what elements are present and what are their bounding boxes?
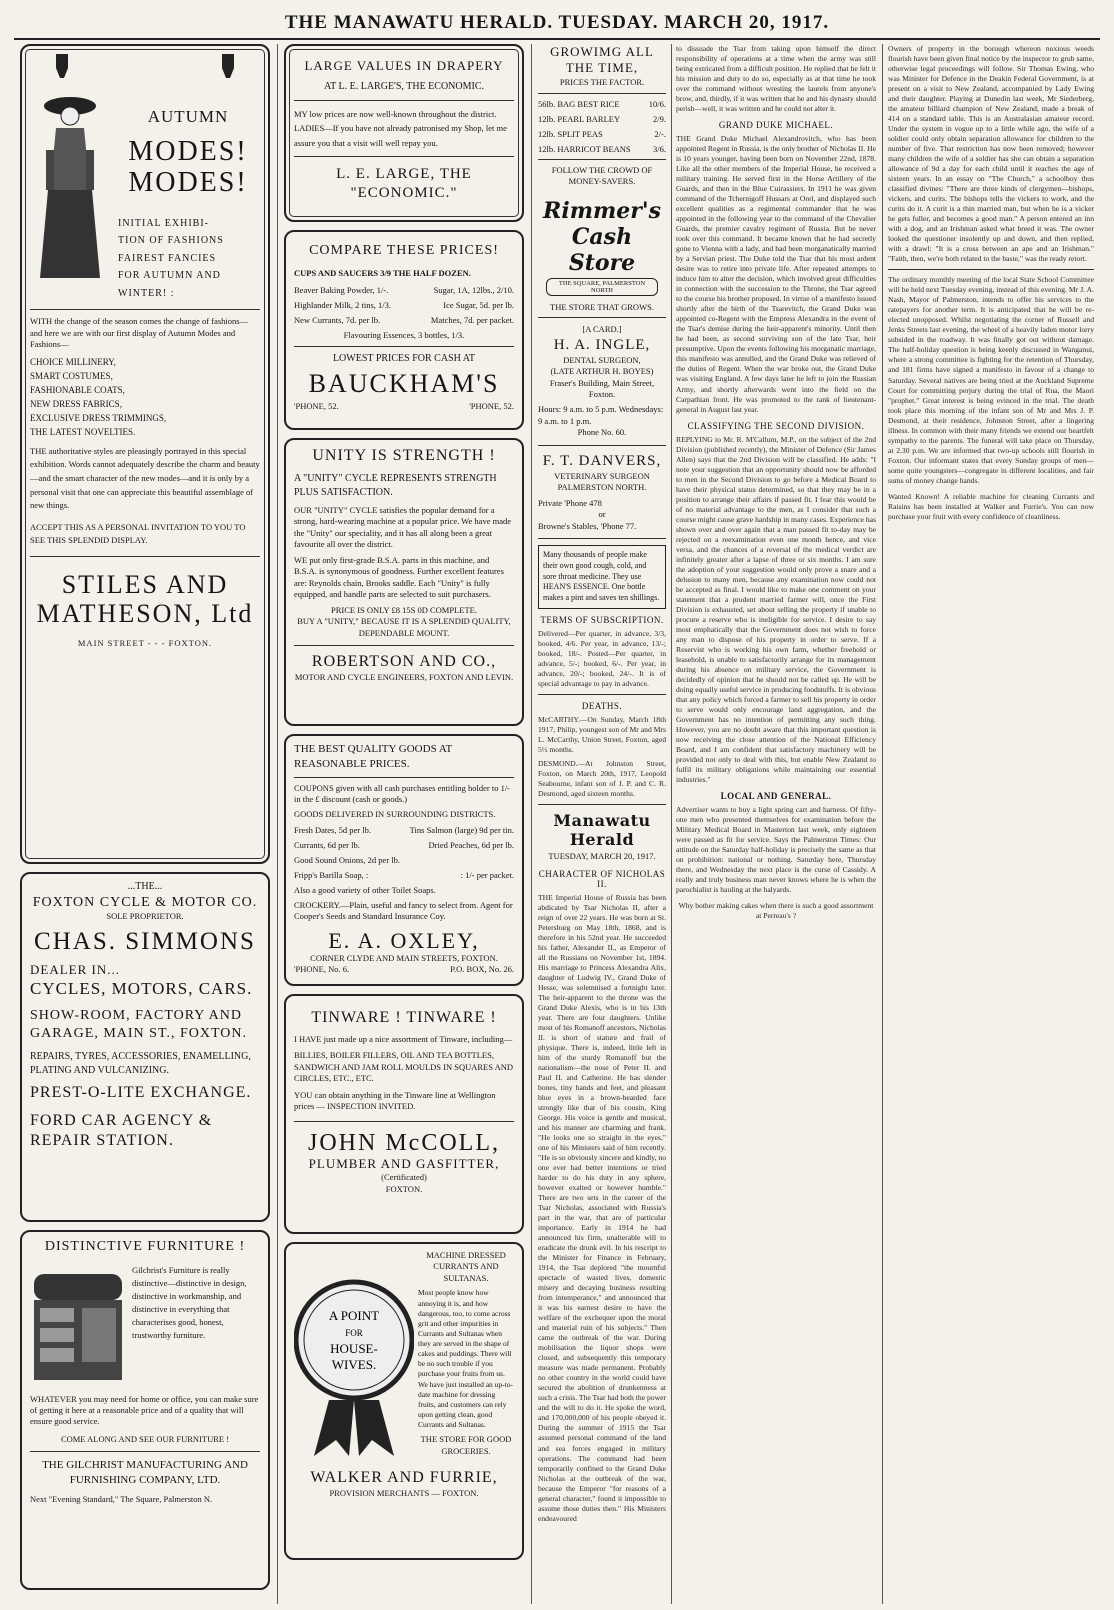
list-item: EXCLUSIVE DRESS TRIMMINGS, — [30, 412, 167, 423]
oxley-crockery: CROCKERY.—Plain, useful and fancy to select from. Agent for Cooper's Seeds and Standard Insurance Coy. — [294, 899, 513, 922]
furrie-body: Most people know how annoying it is, and how dangerous, too, to come across grit and other impurities in Currants and Sultanas when they are served in the shape of cakes and puddings. There will be no such trouble if you purchase your fruits from us. We have just installed an up-to-date machine for dressing fruits, and customers can rely upon getting clean, good Currants and Sultanas. — [418, 1288, 513, 1430]
list-item: Fresh Dates, 5d per lb. Tins Salmon (large) 9d per tin. — [294, 825, 514, 836]
large-firm: L. E. LARGE, THE "ECONOMIC." — [336, 166, 472, 201]
stiles-address: MAIN STREET - - - FOXTON. — [77, 638, 213, 649]
unity-price: PRICE IS ONLY £8 15S 0D COMPLETE. — [331, 604, 477, 615]
oxley-delivered: GOODS DELIVERED IN SURROUNDING DISTRICTS. — [294, 808, 496, 819]
danvers-card — [538, 446, 666, 539]
tinware-title: TINWARE ! TINWARE ! — [311, 1009, 497, 1026]
death-notice: McCARTHY.—On Sunday, March 18th 1917, Philip, youngest son of Mr and Mrs L. McCarthy, Union Street, Foxton, aged 5½ months. — [538, 715, 666, 755]
rosette-icon — [294, 1250, 414, 1460]
list-item: Highlander Milk, 2 tins, 1/3. Ice Sugar, 5d. per lb. — [294, 299, 514, 310]
column-2 — [284, 44, 524, 1604]
danvers-or: or — [598, 509, 606, 520]
autumn-body: THE authoritative styles are pleasingly portrayed in this special exhibition. Words cannot adequately describe the charm and beauty—and the smart character of the new modes—and it is only by a personal visit that one can appreciate this beautiful assemblage of new things. — [30, 445, 260, 511]
autumn-modes-ad — [20, 44, 270, 864]
paper-date: TUESDAY, MARCH 20, 1917. — [548, 851, 656, 862]
list-item: 12lb. PEARL BARLEY 2/9. — [538, 113, 666, 124]
growing-follow: FOLLOW THE CROWD OF MONEY-SAVERS. — [551, 164, 653, 187]
furniture-come: COME ALONG AND SEE OUR FURNITURE ! — [60, 1433, 230, 1444]
column-rule — [671, 44, 672, 1604]
article-text: to dissuade the Tsar from taking upon himself the direct responsibility of operations at a time when the army was still being extricated from a difficult position. He replied that he felt it his mission and duty to do so, especially as at that time he took over the command without wresting the laurels from anyone's brow, and, thirdly, if it was written that he and his dynasty should perish—well, it was written and he could not alter it. — [676, 44, 876, 114]
pointing-hand-icon — [216, 52, 240, 82]
list-item: New Currants, 7d. per lb. Matches, 7d. per packet. — [294, 314, 514, 325]
growing-title: GROWIMG ALL — [550, 44, 654, 59]
bauckham-prices-ad — [284, 230, 524, 430]
column-3 — [538, 44, 666, 1604]
stiles-matheson-name: STILES AND — [61, 569, 229, 599]
furniture-title: DISTINCTIVE FURNITURE ! — [44, 1239, 246, 1254]
cycle-sole: SOLE PROPRIETOR. — [106, 911, 184, 921]
cycle-repairs: REPAIRS, TYRES, ACCESSORIES, ENAMELLING, PLATING AND VULCANIZING. — [30, 1051, 251, 1076]
bauckham-name: BAUCKHAM'S — [308, 368, 500, 398]
column-rule — [882, 44, 883, 1604]
exhibition-line: TION OF FASHIONS — [118, 235, 224, 247]
rosette-text-line: FOR — [345, 1328, 363, 1338]
growing-sub: PRICES THE FACTOR. — [559, 76, 645, 87]
column-1 — [20, 44, 270, 1604]
furniture-body: Gilchrist's Furniture is really distinctive—distinctive in design, distinctive in workmanship, and distinctive in everything that characterises good, honest, trustworthy furniture. — [132, 1264, 247, 1341]
gilchrist-address: Next "Evening Standard," The Square, Palmerston N. — [30, 1494, 213, 1505]
cycle-owner: CHAS. SIMMONS — [34, 928, 256, 956]
list-item: THE LATEST NOVELTIES. — [30, 426, 136, 437]
rosette-text-line: WIVES. — [331, 1357, 377, 1372]
cycle-prest: PREST-O-LITE EXCHANGE. — [30, 1084, 252, 1102]
oxley-address: CORNER CLYDE AND MAIN STREETS, FOXTON. — [310, 952, 498, 963]
furniture-whatever: WHATEVER you may need for home or office, you can make sure of getting it here at a reasonable price and of a quality that will ensure good service. — [30, 1393, 259, 1427]
mccoll-address: FOXTON. — [385, 1183, 423, 1194]
autumn-items-list — [30, 357, 260, 437]
article-text: THE Grand Duke Michael Alexandrovitch, who has been appointed Regent in Russia, is the only brother of Nicholas II. He is 10 years younger, having been born on November 22nd, 1878. Like all the other members of the Imperial House, he received a military training. He served first in the Horse Artillery of the Guards, and then in the Blue Cuirassiers. In 1911 he was given command of the Tchernigoff Hussars at Orel, and displayed such excellent qualities as a regimental commander that he was appointed in the following year to the command of the Chevalier Guards, the premier cavalry regiment of Russia. But he never took over this command. It became known that he had secretly gone to Vienna with a lady, and had been morganatically married by a Servian priest. The Duke told the Tsar that his most ardent desire was to retire into private life. After repeated attempts to induce him to alter the decision, which involved great difficulties in connection with the succession to the Throne, the Tsar agreed to the course his brother proposed. In virtue of a manifesto issued shortly after the birth of the Tsarevitch, the Grand Duke was appointed co-Regent with the Empress Alexandra in the event of the Tsar's demise during the heir-apparent's minority. Until then he had been, as second surviving son of the late Tsar, heir presumptive. Upon the events following his morganatic marriage, this manifesto was annulled, and the Grand Duke was relieved of the duties of Regent. When the war broke out, the Grand Duke was visiting England. A few days later he left to join the Russian Army, and shortly afterwards went into the field on the Carpathian front. He was promoted to the rank of lieutenant-general in August last year. — [676, 134, 876, 414]
modes-heading: MODES! — [128, 167, 248, 199]
bauckham-essences: Flavouring Essences, 3 bottles, 1/3. — [343, 329, 465, 340]
large-drapery-ad — [284, 44, 524, 222]
unity-title: UNITY IS STRENGTH ! — [312, 447, 496, 464]
growing-title: THE TIME, — [565, 60, 639, 76]
tinware-body: YOU can obtain anything in the Tinware line at Wellington prices — INSPECTION INVITED. — [294, 1089, 496, 1112]
cycle-goods: CYCLES, MOTORS, CARS. — [30, 979, 253, 999]
rosette-text-line: A POINT — [328, 1308, 380, 1323]
cycle-company: FOXTON CYCLE & MOTOR CO. — [32, 894, 258, 910]
furrie-store: THE STORE FOR GOOD GROCERIES. — [420, 1434, 512, 1456]
column-5 — [888, 44, 1094, 1604]
article-text: The ordinary monthly meeting of the local State School Committee will be held next Tuesday evening, instead of this evening. Mr J. A. Nash, Mayor of Palmerston, intends to offer his services to the ratepayers for another term. It is anticipated that he will be re-elected unopposed. Whilst negotiating the corner of Russell and Jenks Streets last evening, the wheel of a heavily laden motor lorry subsided in the roadway. It was finally got out without damage. The half-holiday question is being keenly discussed in Wanganui, where a strong committee is fighting for the retention of Thursday, and 181 firms have signed a manifesto in favour of a change to Saturday. Several natives are being tried at the Auckland Supreme Court for committing perjury during the trial of Rua, the Maori "prophet." Great interest is being evinced in the trial. The death took place this morning of the infant son of Mr and Mrs J. P. Desmond, at their residence, Johnston Street, after a lingering illness. In common with their many friends we extend our heartfelt sympathy to the parents. The funeral will take place on Thursday, at 2.30 p.m. We are informed that two-up schools still flourish in Foxton. Our informant states that every Sunday groups of men—some quite youngsters—congregate in different localities, and fair sums of money change hands. — [888, 275, 1094, 485]
unity-body: OUR "UNITY" CYCLE satisfies the popular demand for a strong, hard-wearing machine at a popular price. We have made the "Unity" our speciality, and it has all along been a great favourite all over the district. — [294, 505, 511, 550]
article-text: REPLYING to Mr. R. M'Callum, M.P., on the subject of the 2nd Division (published recently), the Minister of Defence (Sir James Allen) says that the 2nd Division will be classified. He adds: "I note your suggestion that an opportunity should now be afforded to men in the Second Division to go before a Medical Board to have their physical status determined, so that they may be in a position to arrange their affairs if passed fit. I fear this would be of no material advantage to the men, as I consider that such a course might cause grave hardship in many cases. Experience has shown over and over again that a man passed fit to-day may be rejected on a reexamination even one month hence, and vice versa, and the chances of a reversal of the medical verdict are infinitely greater after a lapse of three or six months. I am sure the adoption of your suggestion would only prove a snare and a delusion to many men, because any examination now could not be accepted as final. I would like to make one comment on your statement that a prudent married farmer will, once the First Division is exhausted, set about selling the property if unable to procure a reserve who is ineligible for service. I desire to say most emphatically that the Government does not wish to force any man to dispose of his property in order to serve. If a Reservist who is working his own farm, whether freehold or leasehold, is unable to satisfactorily arrange for its management during his absence on military service, the Government is decidedly of opinion that he should not be called up. He will be doing equally useful service in producing foodstuffs. It is obvious that any policy which forced a farmer to sell his property in order to serve would only encourage land aggregation, and the Government has no intention of permitting any such thing. However, you are no doubt aware that this important question is now receiving the close attention of the National Efficiency Board, and I am confident that satisfactory machinery will be provided not only to deal with this, but enable New Zealand to fulfil its military obligations while maintaining our essential industries." — [676, 434, 876, 785]
article-heading: CLASSIFYING THE SECOND DIVISION. — [687, 420, 865, 431]
danvers-name: F. T. DANVERS, — [542, 452, 662, 469]
rimmers-logo: Rimmer's Cash Store — [543, 197, 661, 276]
danvers-title: VETERINARY SURGEON — [554, 470, 650, 481]
oxley-toilet: Also a good variety of other Toilet Soaps. — [294, 885, 436, 896]
unity-sub: A "UNITY" CYCLE REPRESENTS STRENGTH PLUS SATISFACTION. — [294, 473, 497, 498]
oxley-price-list — [294, 825, 514, 880]
rimmers-ad — [538, 44, 666, 318]
foxton-cycle-ad — [20, 872, 270, 1222]
heans-ad — [538, 545, 666, 609]
danvers-phone: Private 'Phone 478 — [538, 497, 602, 508]
stiles-matheson-name: MATHESON, Ltd — [36, 598, 254, 628]
list-item: Fripp's Barilla Soap, : : 1/- per packet. — [294, 870, 514, 881]
large-body: MY low prices are now well-known throughout the district. LADIES—If you have not already patronised my Shop, let me assure you that a visit will well repay you. — [294, 108, 507, 148]
tinware-body: I HAVE just made up a nice assortment of Tinware, including— — [294, 1034, 513, 1044]
gilchrist-furniture-ad — [20, 1230, 270, 1590]
ingle-title: DENTAL SURGEON, — [563, 354, 641, 365]
perreau-notice: Why bother making cakes when there is such a good assortment at Perreau's ? — [678, 901, 874, 921]
exhibition-line: FAIREST FANCIES — [118, 252, 217, 264]
ingle-card-label: [A CARD.] — [582, 324, 622, 335]
oxley-name: E. A. OXLEY, — [328, 927, 480, 953]
oxley-coupons: COUPONS given with all cash purchases entitling holder to 1/- in the £ discount (cash or goods.) — [294, 782, 511, 805]
editorial-title: CHARACTER OF NICHOLAS II. — [538, 868, 666, 889]
list-item: Beaver Baking Powder, 1/-. Sugar, 1A, 12lbs., 2/10. — [294, 284, 514, 295]
ingle-phone: Phone No. 60. — [577, 427, 627, 438]
masthead: THE MANAWATU HERALD. TUESDAY. MARCH 20, 1917. — [14, 6, 1100, 40]
large-subtitle: AT L. E. LARGE'S, THE ECONOMIC. — [323, 81, 485, 93]
ingle-address: Fraser's Building, Main Street, Foxton. — [549, 377, 655, 399]
oxley-goods-ad — [284, 734, 524, 986]
cycle-ford: FORD CAR AGENCY & REPAIR STATION. — [30, 1112, 213, 1150]
heans-text: Many thousands of people make their own good cough, cold, and sore throat medicine. They use HEAN'S ESSENCE. One bottle makes a pint and saves ten shillings. — [543, 549, 660, 603]
large-title: LARGE VALUES IN DRAPERY — [304, 58, 504, 73]
autumn-title: AUTUMN — [147, 107, 229, 126]
column-rule — [531, 44, 532, 1604]
bauckham-phones: 'PHONE, 52. 'PHONE, 52. — [294, 400, 514, 411]
death-notice: DESMOND.—At Johnston Street, Foxton, on March 20th, 1917, Leopold Seabourne, infant son of J. P. and C. R. Desmond, aged sixteen months. — [538, 759, 666, 799]
list-item: 12lb. HARRICOT BEANS 3/6. — [538, 143, 666, 154]
list-item: 12lb. SPLIT PEAS 2/-. — [538, 128, 666, 139]
oxley-contacts: 'PHONE, No. 6. P.O. BOX, No. 26. — [294, 964, 514, 975]
terms-text: Delivered—Per quarter, in advance, 3/3, booked, 4/6. Per year, in advance, 13/-; booked, 18/-. Posted—Per quarter, in advance, 5/-; booked, 6/-. Per year, in advance, 20/-; booked, 24/-. It is of special advantage to pay in advance. — [538, 628, 666, 689]
furrie-title: MACHINE DRESSED CURRANTS AND SULTANAS. — [426, 1250, 506, 1283]
unity-body: WE put only first-grade B.S.A. parts in this machine, and B.S.A. is synonymous of goodness. Further excellent features are: Reynolds chain, Brooks saddle. Each "Unity" is fully equipped, and handle parts are selected to suit purchasers. — [294, 554, 504, 600]
exhibition-line: FOR AUTUMN AND — [118, 270, 221, 282]
mccoll-tinware-ad — [284, 994, 524, 1234]
article-heading: LOCAL AND GENERAL. — [720, 791, 832, 802]
pointing-hand-icon — [50, 52, 74, 82]
danvers-town: PALMERSTON NORTH. — [557, 482, 647, 493]
deaths-title: DEATHS. — [581, 701, 623, 712]
rosette-text-line: HOUSE- — [330, 1341, 378, 1356]
modes-heading: MODES! — [128, 136, 248, 168]
cycle-the: ...THE... — [127, 881, 163, 892]
cycle-showroom: SHOW-ROOM, FACTORY AND GARAGE, MAIN ST., FOXTON. — [30, 1008, 247, 1041]
article-text: Advertiser wants to buy a light spring cart and harness. Of fifty-one men who presented themselves for examination before the Military Medical Board in Masterton last week, only eighteen were passed as fit for service. Says the Palmerston Times: Our attitude on the Saturday half-holiday is precisely the same as that on prohibition: national or nothing. Saturday here, Thursday there, and Wednesday the next place is the curse of Cassidy. A really and truly business man never knows where he is when the parochialist is hauling at the halyards. — [676, 805, 876, 895]
unity-cycle-ad — [284, 438, 524, 726]
terms-title: TERMS OF SUBSCRIPTION. — [540, 614, 664, 625]
cycle-dealer: DEALER IN... — [30, 961, 120, 977]
column-rule — [277, 44, 278, 1604]
bauckham-cups: CUPS AND SAUCERS 3/9 THE HALF DOZEN. — [294, 267, 471, 278]
list-item: NEW DRESS FABRICS, — [30, 398, 122, 409]
furrie-name: WALKER AND FURRIE, — [310, 1469, 498, 1486]
list-item: FASHIONABLE COATS, — [30, 384, 125, 395]
fashion-lady-illustration — [30, 90, 110, 290]
list-item: Currants, 6d per lb. Dried Peaches, 6d per lb. — [294, 840, 514, 851]
paper-nameplate: Manawatu Herald — [553, 811, 651, 850]
oxley-title: THE BEST QUALITY GOODS AT REASONABLE PRICES. — [294, 743, 453, 770]
exhibition-line: INITIAL EXHIBI- — [118, 217, 209, 229]
wanted-known-notice: Wanted Known! A reliable machine for cleaning Currants and Raisins has been installed at Walker and Furrie's. You can now purchase your fruit with every confidence of cleanliness. — [888, 491, 1094, 521]
walker-furrie-ad — [284, 1242, 524, 1560]
ingle-card — [538, 318, 666, 446]
article-text: Owners of property in the borough whereon noxious weeds flourish have been given final notice by the inspector to grub same, otherwise legal proceedings will follow. Sir Thomas Ewing, who was Minister for Defence in the Deakin Federal Government, is at present on a visit to New Zealand, accompanied by Lady Ewing and their daughter. Playing at Dunedin last week, Mr Siederberg, the amateur billiard champion of New Zealand, made a break of 414 on a standard table. This is an Australasian amateur record. Under the system in vogue up to a little while ago, the wife of a soldier could only obtain separation allowance for children to the number of five. That restriction has now been removed; however many children the wife of a soldier has she can obtain a separation allowance of 9d a day for each child until it reaches the age of sixteen years. In an essay on "The Church," a schoolboy thus classified divines: "There are three kinds of clergymen—bishops, vickers, and curits. The bishops tells the vickers to work, and the curits do it. A curit is a thin married man, but when he is a vicker he gets fuller, and becomes a good man." A person entered an inn with a dog, and an Irishman asked what breed it was. The owner looked the questioner insolently up and down, and then replied, with a drawl: "It is a cross between an ape and an Irishman." "Faith, then, we're both related to the baste," was the ready retort. — [888, 44, 1094, 264]
pointing-hands — [30, 52, 260, 82]
robertson-sub: MOTOR AND CYCLE ENGINEERS, FOXTON AND LEVIN. — [294, 672, 514, 683]
list-item: SMART COSTUMES, — [30, 370, 113, 381]
list-item: Good Sound Onions, 2d per lb. — [294, 855, 401, 866]
autumn-invite: ACCEPT THIS AS A PERSONAL INVITATION TO YOU TO SEE THIS SPLENDID DISPLAY. — [30, 521, 246, 546]
bauckham-lowest: LOWEST PRICES FOR CASH AT — [332, 353, 476, 365]
growing-price-list — [538, 99, 666, 154]
editorial-text: THE Imperial House of Russia has been abdicated by Tsar Nicholas II, after a reign of over 22 years. He was born at St. Petersburg on May 18th, 1868, and is therefore in his 52nd year. He succeeded his father, Alexander II., as Emperor of all the Russians on November 1st, 1894. His marriage to Princess Alexandra Alix, daughter of Ludwig IV., Grand Duke of Hesse, was solemnised a fortnight later. The heir-apparent to the throne was the Grand Duke Alexis, who is in his 13th year. There are four daughters. Unlike most of his Romanoff ancestors, Nicholas II. is short of stature and frail of physique. There is, indeed, little left in him of the sturdy Romanoff but the nationalism—the nose of Peter II. and Paul II. and Catherine. He has slender bones, tiny hands and feet, and pleasant blue eyes in a brown-bearded face strongly like that of his cousin, King George. His voice is gentle and musical, and his manner are charming and frank. "He looks one so straight in the eyes," one of his Ministers said of him recently. "He is so obviously sincere and kindly, no one ever had better intentions or tried harder to do his duty in any sphere, however exalted or however humble." There are two sets in the career of the Tsar Nicholas, associated with Russia's part in the war, that are of particular importance. Early in 1914 he had announced his firm, unalterable will to eradicate the drunk evil. In his rescript to the Minister for Finance in February, 1914, the Tsar deplored "the mournful spectacle of wasted lives, domestic misery and decaying business resulting from intemperance," and announced that it was his earnest desire to have the welfare of the exchequer upon the moral and material ruin of his subjects." Then came the outbreak of the war. During mobilisation the liquor shops were closed, and subsequently this temporary measure was made permanent. Probably no other country in the world could have secured the abolition of drunkenness at such a crisis. The Tsar had both the power and the will to do it. He spoke the word, and 170,000,000 of his people obeyed it. During the summer of 1915 the Tsar assumed personal command of the land and sea forces engaged in military operations. The command had been temporarily confined to the Grand Duke Nicholas at the outbreak of the war, because the Emperor "for reasons of a general character," found it impossible to assume those duties then." His Ministers endeavoured — [538, 892, 666, 1523]
bauckham-price-list — [294, 285, 514, 325]
list-item: CHOICE MILLINERY, — [30, 356, 116, 367]
list-item: 56lb. BAG BEST RICE 10/6. — [538, 98, 666, 109]
furrie-sub: PROVISION MERCHANTS — FOXTON. — [329, 1488, 479, 1498]
autumn-intro: WITH the change of the season comes the change of fashions—and here we are with our first display of Autumn Modes and Fashions— — [30, 316, 249, 350]
mccoll-cert: (Certificated) — [381, 1172, 427, 1183]
ingle-late: (LATE ARTHUR H. BOYES) — [550, 366, 654, 377]
bauckham-title: COMPARE THESE PRICES! — [309, 243, 499, 258]
rimmers-grows: THE STORE THAT GROWS. — [550, 301, 654, 312]
tinware-body: BILLIES, BOILER FILLERS, OIL AND TEA BOTTLES, SANDWICH AND JAM ROLL MOULDS IN SQUARES AND CIRCLES, ETC., ETC. — [294, 1050, 514, 1084]
column-4 — [676, 44, 876, 1604]
ingle-hours: Hours: 9 a.m. to 5 p.m. Wednesdays: 9 a.m. to 1 p.m. — [538, 404, 664, 426]
exhibition-line: WINTER! : — [118, 287, 175, 299]
mccoll-sub: PLUMBER AND GASFITTER, — [308, 1156, 500, 1172]
desk-cabinet-illustration — [30, 1264, 126, 1384]
danvers-stables: Browne's Stables, 'Phone 77. — [538, 520, 637, 531]
unity-buy: BUY A "UNITY," BECAUSE IT IS A SPLENDID QUALITY, DEPENDABLE MOUNT. — [297, 616, 511, 638]
gilchrist-firm: THE GILCHRIST MANUFACTURING AND FURNISHING COMPANY, LTD. — [42, 1459, 248, 1487]
rimmers-logo-sub: THE SQUARE, PALMERSTON NORTH — [546, 278, 658, 296]
mccoll-name: JOHN McCOLL, — [308, 1129, 500, 1156]
ingle-name: H. A. INGLE, — [553, 336, 651, 353]
robertson-firm: ROBERTSON AND CO., — [311, 653, 497, 671]
article-heading: GRAND DUKE MICHAEL. — [718, 120, 834, 131]
